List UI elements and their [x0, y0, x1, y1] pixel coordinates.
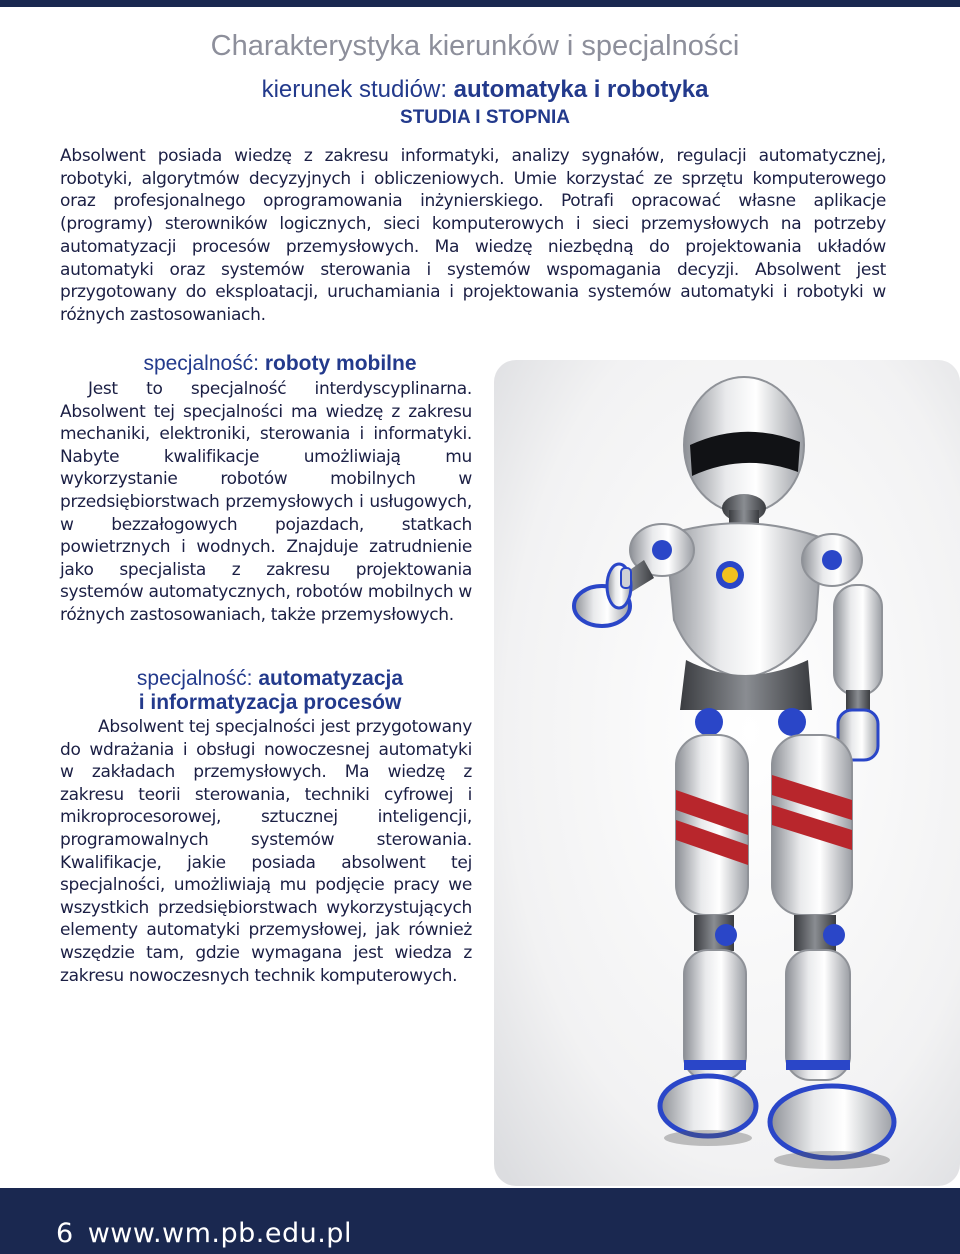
robot-illustration — [494, 360, 960, 1186]
top-bar — [0, 0, 960, 7]
page-number: 6 — [56, 1218, 74, 1249]
page-title: Charakterystyka kierunków i specjalności — [210, 30, 740, 62]
specialization-prefix: specjalność: — [136, 667, 253, 690]
study-level: STUDIA I STOPNIA — [400, 107, 570, 128]
program-prefix: kierunek studiów: — [261, 76, 447, 103]
robot-image — [494, 360, 960, 1186]
specialization-text-mobile-robots: Jest to specjalność interdyscyplinarna. Absolwent tej specjalności ma wiedzę z zakresu mechaniki, elektroniki, sterowania i informatyki. Nabyte kwalifikacje umożliwiają mu wykorzystanie robotów mobilnych w przedsiębiorstwach przemysłowych i usługowych, w bezzałogowych pojazdach, statkach powietrznych i wodnych. Znajduje zatrudnienie jako specjalista z zakresu projektowania systemów automatycznych, robotów mobilnych w różnych zastosowaniach, także przemysłowych. — [60, 379, 473, 625]
specialization-name: roboty mobilne — [264, 352, 417, 375]
specialization-heading-automation — [60, 667, 480, 715]
specialization-name: automatyzacja — [258, 667, 404, 690]
specialization-prefix: specjalność: — [143, 352, 260, 375]
specialization-text-automation: Absolwent tej specjalności jest przygotowany do wdrażania i obsługi nowoczesnej automatyki w zakładach przemysłowych. Ma wiedzę z zakresu teorii sterowania, techniki cyfrowej i mikroprocesorowej, sztucznej inteligencji, programowalnych systemów sterowania. Kwalifikacje, jakie posiada absolwent tej specjalności, umożliwiają mu podjęcie pracy we wszystkich przedsiębiorstwach wykorzystujących elementy automatyki przemysłowej, jak również wszędzie tam, gdzie wymagana jest wiedza z zakresu nowoczesnych technik komputerowych. — [60, 717, 472, 986]
footer — [56, 1218, 352, 1249]
specialization-heading-mobile-robots — [60, 352, 500, 376]
intro-paragraph: Absolwent posiada wiedzę z zakresu informatyki, analizy sygnałów, regulacji automatycznej, robotyki, algorytmów decyzyjnych i obliczeniowych. Umie korzystać ze sprzętu komputerowego oraz profesjonalnego oprogramowania inżynierskiego. Potrafi opracować własne aplikacje (programy) sterowników logicznych, sieci komputerowych i sieci przemysłowych na potrzeby automatyzacji procesów przemysłowych. Ma wiedzę niezbędną do projektowania układów automatyki oraz systemów sterowania i systemów wspomagania decyzji. Absolwent jest przygotowany do eksploatacji, uruchamiania i projektowania systemów automatyki i robotyki w różnych zastosowaniach. — [60, 146, 886, 325]
program-name: automatyka i robotyka — [453, 76, 709, 103]
program-heading — [0, 76, 960, 104]
specialization-name-line2: i informatyzacja procesów — [138, 691, 402, 714]
footer-url[interactable]: www.wm.pb.edu.pl — [87, 1218, 352, 1249]
